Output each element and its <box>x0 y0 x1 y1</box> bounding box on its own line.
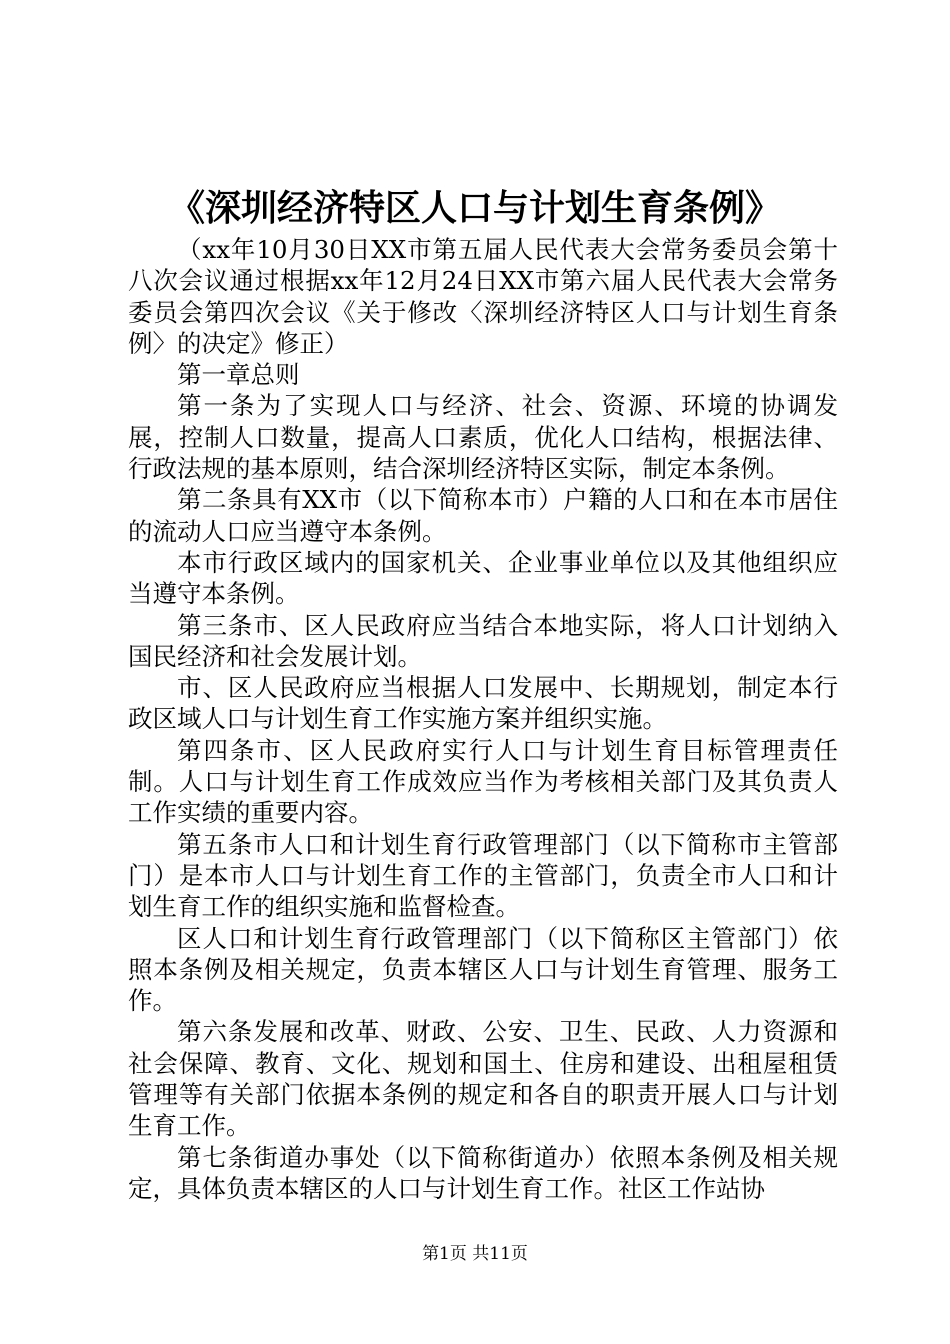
document-title: 《深圳经济特区人口与计划生育条例》 <box>168 187 781 229</box>
paragraph-article-4: 第四条市、区人民政府实行人口与计划生育目标管理责任制。人口与计划生育工作成效应当作为考核相关部门及其负责人工作实绩的重要内容。 <box>128 735 838 828</box>
paragraph-article-5: 第五条市人口和计划生育行政管理部门（以下简称市主管部门）是本市人口与计划生育工作的主管部门，负责全市人口和计划生育工作的组织实施和监督检查。 <box>128 829 838 922</box>
paragraph-chapter-heading: 第一章总则 <box>177 360 300 390</box>
paragraph-article-2-clause: 本市行政区域内的国家机关、企业事业单位以及其他组织应当遵守本条例。 <box>128 547 838 609</box>
paragraph-article-6: 第六条发展和改革、财政、公安、卫生、民政、人力资源和社会保障、教育、文化、规划和国土、住房和建设、出租屋租赁管理等有关部门依据本条例的规定和各自的职责开展人口与计划生育工作。 <box>128 1017 838 1141</box>
paragraph-article-3: 第三条市、区人民政府应当结合本地实际，将人口计划纳入国民经济和社会发展计划。 <box>128 610 838 671</box>
page-footer: 第1页 共11页 <box>422 1244 528 1264</box>
paragraph-article-2: 第二条具有XX市（以下简称本市）户籍的人口和在本市居住的流动人口应当遵守本条例。 <box>128 485 838 546</box>
paragraph-article-1: 第一条为了实现人口与经济、社会、资源、环境的协调发展，控制人口数量，提高人口素质，优化人口结构，根据法律、行政法规的基本原则，结合深圳经济特区实际，制定本条例。 <box>128 391 838 484</box>
paragraph-article-5-clause: 区人口和计划生育行政管理部门（以下简称区主管部门）依照本条例及相关规定，负责本辖区人口与计划生育管理、服务工作。 <box>128 923 838 1016</box>
paragraph-article-7: 第七条街道办事处（以下简称街道办）依照本条例及相关规定，具体负责本辖区的人口与计划生育工作。社区工作站协 <box>128 1142 838 1203</box>
document-body <box>128 234 838 1204</box>
paragraph-preamble: （xx年10月30日XX市第五届人民代表大会常务委员会第十八次会议通过根据xx年12月24日XX市第六届人民代表大会常务委员会第四次会议《关于修改〈深圳经济特区人口与计划生育条例〉的决定》修正） <box>128 235 838 358</box>
paragraph-article-3-clause: 市、区人民政府应当根据人口发展中、长期规划，制定本行政区域人口与计划生育工作实施方案并组织实施。 <box>128 673 838 734</box>
